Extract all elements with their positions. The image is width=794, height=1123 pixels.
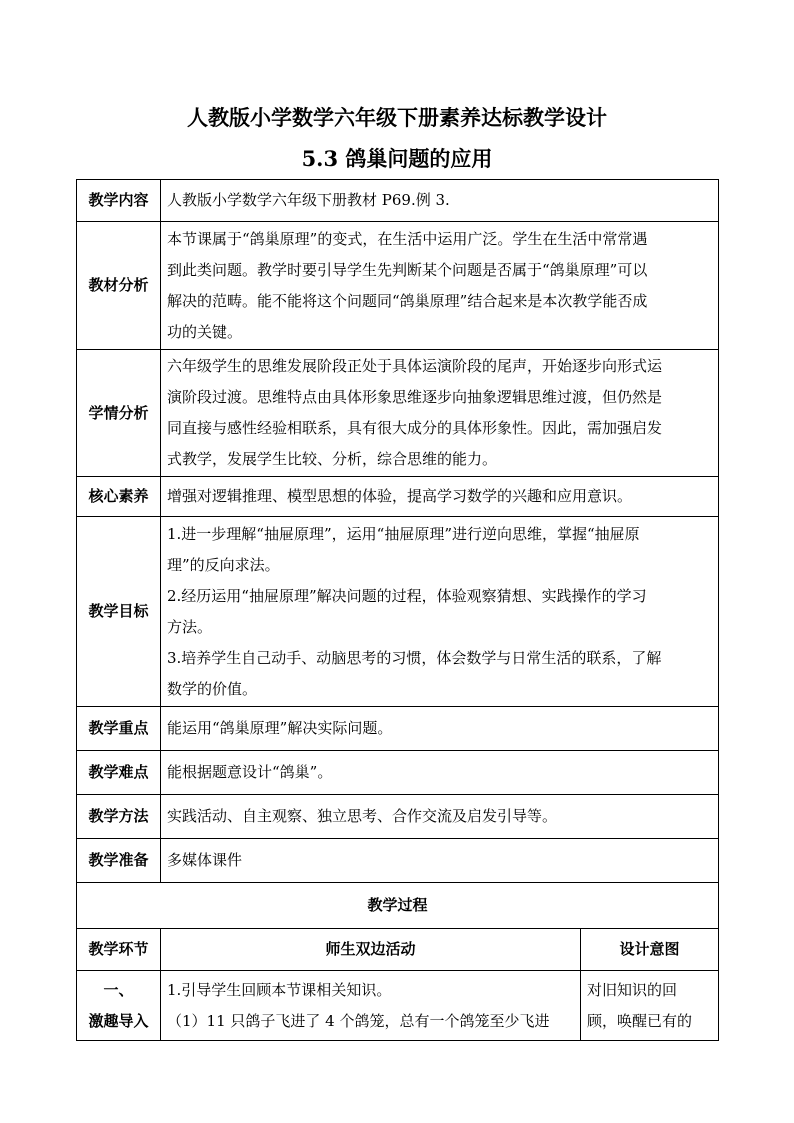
- text-line: 方法。: [167, 617, 213, 636]
- table-row: [77, 180, 719, 222]
- header-stage: 教学环节: [77, 929, 161, 971]
- row-content: [161, 180, 719, 222]
- row-label: 学情分析: [77, 350, 161, 477]
- process-title: 教学过程: [77, 883, 719, 929]
- intent-cell: [581, 971, 719, 1041]
- stage-number: 一、: [103, 980, 134, 999]
- text-line: 增强对逻辑推理、模型思想的体验，提高学习数学的兴趣和应用意识。: [167, 487, 633, 505]
- lesson-plan-table: [76, 179, 719, 1041]
- text-line: 3.培养学生自己动手、动脑思考的习惯，体会数学与日常生活的联系，了解: [167, 648, 662, 667]
- header-activity: 师生双边活动: [161, 929, 581, 971]
- text-line: 同直接与感性经验相联系，具有很大成分的具体形象性。因此，需加强启发: [167, 419, 663, 437]
- table-row: [77, 477, 719, 517]
- row-label: 教学重点: [77, 707, 161, 751]
- header-intent: 设计意图: [581, 929, 719, 971]
- text-line: 功的关键。: [167, 322, 243, 341]
- text-line: 到此类问题。教学时要引导学生先判断某个问题是否属于“鸽巢原理”可以: [167, 260, 648, 279]
- text-line: 1.进一步理解“抽屉原理”，运用“抽屉原理”进行逆向思维，掌握“抽屉原: [167, 524, 640, 543]
- row-content: [161, 707, 719, 751]
- table-row: [77, 795, 719, 839]
- stage-name: 激趣导入: [88, 1011, 149, 1030]
- row-content: [161, 517, 719, 707]
- table-row: [77, 707, 719, 751]
- row-label: 教学目标: [77, 517, 161, 707]
- text-line: 式教学，发展学生比较、分析，综合思维的能力。: [167, 450, 498, 468]
- document-subtitle: 5.3 鸽巢问题的应用: [301, 146, 493, 171]
- row-label: 教材分析: [77, 222, 161, 350]
- text-line: 对旧知识的回: [587, 980, 678, 999]
- table-row: [77, 517, 719, 707]
- row-label: 教学难点: [77, 751, 161, 795]
- row-content: [161, 350, 719, 477]
- text-line: 实践活动、自主观察、独立思考、合作交流及启发引导等。: [167, 807, 558, 825]
- text-line: 能根据题意设计“鸽巢”。: [167, 763, 333, 781]
- text-line: 人教版小学数学六年级下册教材 P69.例 3.: [167, 191, 450, 209]
- table-row: [77, 971, 719, 1041]
- table-row: [77, 751, 719, 795]
- text-line: 演阶段过渡。思维特点由具体形象思维逐步向抽象逻辑思维过渡，但仍然是: [167, 388, 663, 406]
- row-label: 教学准备: [77, 839, 161, 883]
- row-content: [161, 477, 719, 517]
- process-header-row: [77, 929, 719, 971]
- text-line: 本节课属于“鸽巢原理”的变式，在生活中运用广泛。学生在生活中常常遇: [167, 229, 648, 248]
- table-row: [77, 350, 719, 477]
- row-content: [161, 795, 719, 839]
- text-line: 六年级学生的思维发展阶段正处于具体运演阶段的尾声，开始逐步向形式运: [167, 357, 663, 375]
- document-title: 人教版小学数学六年级下册素养达标教学设计: [187, 105, 607, 130]
- text-line: 数学的价值。: [167, 679, 258, 698]
- row-label: 教学内容: [77, 180, 161, 222]
- row-label: 教学方法: [77, 795, 161, 839]
- process-title-row: [77, 883, 719, 929]
- text-line: 解决的范畴。能不能将这个问题同“鸽巢原理”结合起来是本次教学能否成: [167, 291, 648, 310]
- text-line: （1）11 只鸽子飞进了 4 个鸽笼，总有一个鸽笼至少飞进: [167, 1011, 550, 1030]
- text-line: 2.经历运用“抽屉原理”解决问题的过程，体验观察猜想、实践操作的学习: [167, 586, 647, 605]
- row-content: [161, 839, 719, 883]
- text-line: 能运用“鸽巢原理”解决实际问题。: [167, 719, 393, 737]
- table-row: [77, 222, 719, 350]
- row-label: 核心素养: [77, 477, 161, 517]
- text-line: 多媒体课件: [167, 851, 243, 869]
- row-content: [161, 222, 719, 350]
- stage-cell: [77, 971, 161, 1041]
- text-line: 1.引导学生回顾本节课相关知识。: [167, 980, 392, 999]
- activity-cell: [161, 971, 581, 1041]
- table-row: [77, 839, 719, 883]
- row-content: [161, 751, 719, 795]
- text-line: 理”的反向求法。: [167, 555, 280, 574]
- text-line: 顾，唤醒已有的: [587, 1011, 693, 1030]
